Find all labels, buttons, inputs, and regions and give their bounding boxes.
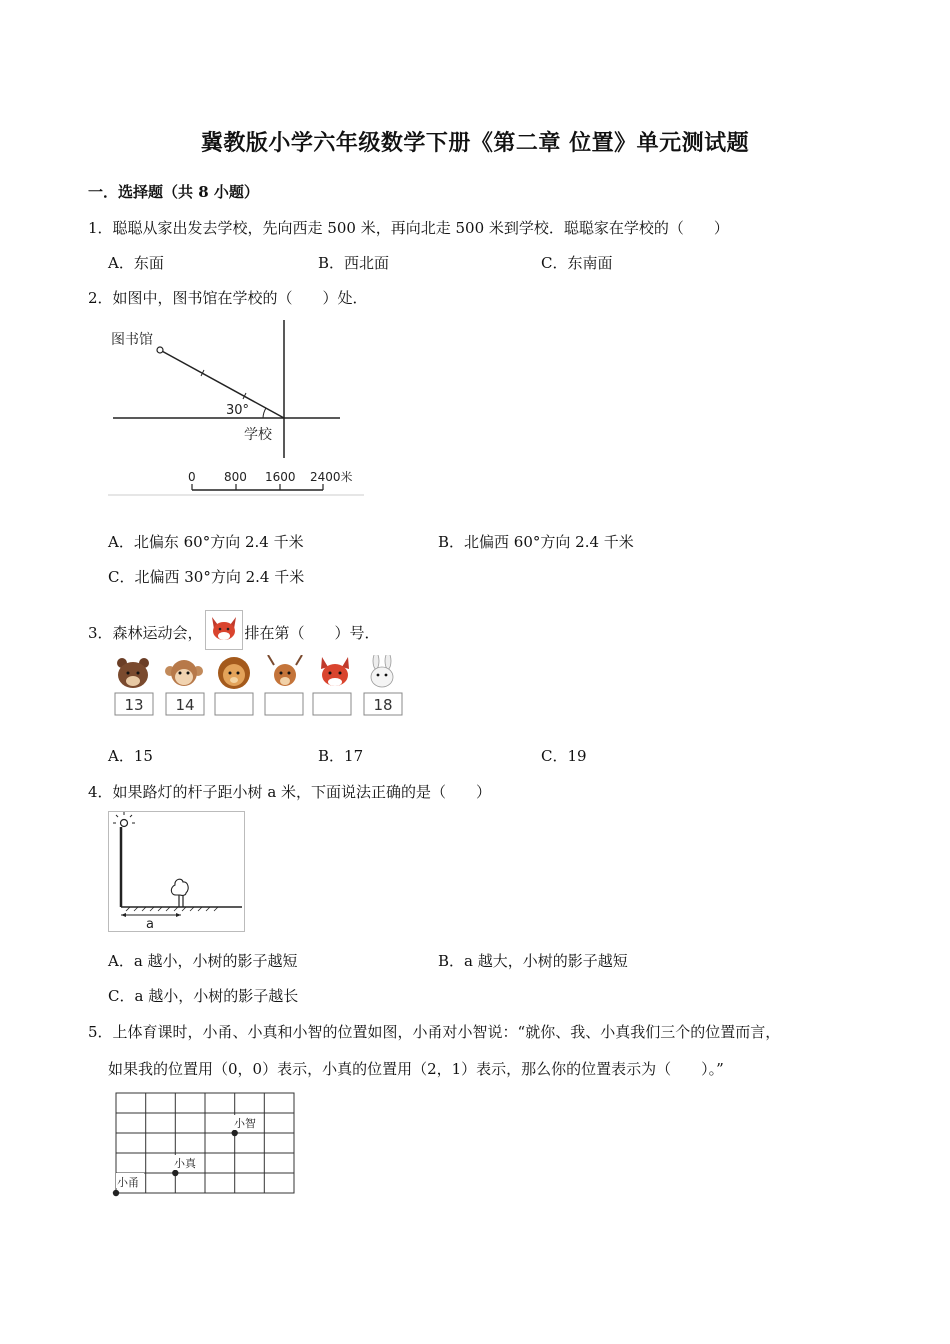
question-5-line-2: 如果我的位置用（0，0）表示，小真的位置用（2，1）表示，那么你的位置表示为（ ）。” (108, 1060, 724, 1078)
scale-label-1600: 1600 (265, 470, 296, 484)
number-box-4 (265, 693, 303, 715)
question-3-option-a: A．15 (108, 747, 153, 765)
xiaoyong-label: 小甬 (117, 1176, 139, 1189)
deer-icon (268, 655, 302, 686)
xiaozhen-point (172, 1170, 178, 1176)
school-label: 学校 (244, 427, 272, 443)
xiaozhi-point (232, 1130, 238, 1136)
bear-icon (117, 658, 149, 688)
library-school-figure (108, 318, 364, 496)
question-3-option-b: B．17 (318, 747, 364, 765)
page-title: 冀教版小学六年级数学下册《第二章 位置》单元测试题 (200, 130, 750, 156)
question-2-option-c: C．北偏西 30°方向 2.4 千米 (108, 568, 305, 586)
position-grid-figure (108, 1090, 296, 1202)
xiaoyong-point (113, 1190, 119, 1196)
fox-icon (321, 657, 349, 686)
scale-label-0: 0 (188, 470, 196, 484)
question-5-line-1: 5．上体育课时，小甬、小真和小智的位置如图，小甬对小智说：“就你、我、小真我们三个的位置而言， (88, 1023, 781, 1041)
xiaozhi-label: 小智 (234, 1117, 256, 1130)
question-4-option-a: A．a 越小，小树的影子越短 (108, 952, 298, 970)
scale-label-800: 800 (224, 470, 247, 484)
library-point (157, 347, 163, 353)
question-2-text: 2．如图中，图书馆在学校的（ ）处． (88, 289, 368, 307)
question-3-text-before: 3．森林运动会， (88, 624, 203, 642)
rabbit-icon (371, 655, 393, 687)
scale-label-2400: 2400米 (310, 470, 353, 484)
question-2-option-a: A．北偏东 60°方向 2.4 千米 (108, 533, 304, 551)
number-13: 13 (124, 696, 144, 714)
question-1-option-c: C．东南面 (541, 254, 613, 272)
angle-label: 30° (226, 403, 250, 418)
monkey-icon (165, 660, 203, 686)
animal-row-figure (108, 655, 404, 717)
question-1-option-b: B．西北面 (318, 254, 390, 272)
question-3-text (88, 614, 380, 654)
fox-icon (205, 610, 243, 650)
lion-icon (218, 657, 250, 689)
library-label: 图书馆 (111, 332, 153, 348)
question-4-text: 4．如果路灯的杆子距小树 a 米，下面说法正确的是（ ） (88, 783, 492, 801)
question-1-text: 1．聪聪从家出发去学校，先向西走 500 米，再向北走 500 米到学校．聪聪家在学校的（ ） (88, 219, 729, 237)
question-4-option-b: B．a 越大，小树的影子越短 (438, 952, 628, 970)
question-3-option-c: C．19 (541, 747, 587, 765)
question-4-option-c: C．a 越小，小树的影子越长 (108, 987, 299, 1005)
lamp-tree-figure (108, 811, 246, 933)
section-heading: 一．选择题（共 8 小题） (88, 183, 259, 201)
distance-label: a (146, 917, 154, 932)
lamp-icon (121, 820, 128, 827)
number-14: 14 (175, 696, 195, 714)
xiaozhen-label: 小真 (174, 1157, 196, 1170)
question-1-option-a: A．东面 (108, 254, 164, 272)
number-18: 18 (373, 696, 393, 714)
number-box-5 (313, 693, 351, 715)
number-box-3 (215, 693, 253, 715)
question-3-text-after: 排在第（ ）号． (244, 624, 380, 642)
question-2-option-b: B．北偏西 60°方向 2.4 千米 (438, 533, 634, 551)
